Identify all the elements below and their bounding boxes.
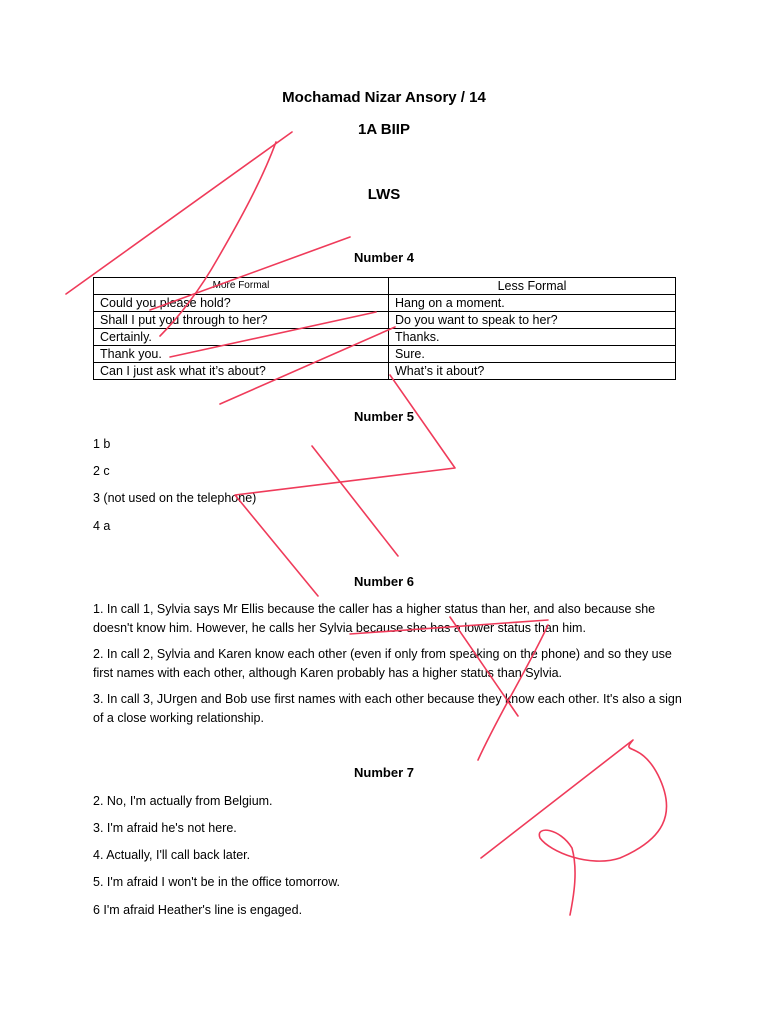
paragraph: 1. In call 1, Sylvia says Mr Ellis because the caller has a higher status than her, and also because she doesn't know him. However, he calls her Sylvia because she has a lower status than him. xyxy=(93,602,656,635)
column-header-more-formal: More Formal xyxy=(94,278,389,295)
answer-line: 3 (not used on the telephone) xyxy=(93,491,257,505)
class-label: 1A BIIP xyxy=(358,121,410,138)
table-header-row xyxy=(94,278,676,295)
table-cell: Do you want to speak to her? xyxy=(388,312,675,329)
answer-line: 2. No, I'm actually from Belgium. xyxy=(93,794,273,808)
paragraph: 3. In call 3, JUrgen and Bob use first names with each other because they know each other. It's also a sign of a close working relationship. xyxy=(93,692,682,725)
table-row xyxy=(94,295,676,312)
table-cell: Certainly. xyxy=(94,329,389,346)
table-cell: Could you please hold? xyxy=(94,295,389,312)
table-cell: Shall I put you through to her? xyxy=(94,312,389,329)
table-row xyxy=(94,346,676,363)
table-cell: Hang on a moment. xyxy=(388,295,675,312)
column-header-less-formal: Less Formal xyxy=(388,278,675,295)
table-row xyxy=(94,329,676,346)
answer-line: 4 a xyxy=(93,519,111,533)
ink-stroke-short-diag xyxy=(312,446,398,556)
formality-table xyxy=(93,277,676,380)
answer-line: 3. I'm afraid he's not here. xyxy=(93,821,237,835)
section-title-number6: Number 6 xyxy=(354,574,414,589)
table-cell: Can I just ask what it’s about? xyxy=(94,363,389,380)
paragraph: 2. In call 2, Sylvia and Karen know each other (even if only from speaking on the phone) and so they use first names with each other, although Karen probably has a higher status than Sylvia. xyxy=(93,647,672,680)
table-row xyxy=(94,363,676,380)
table-cell: Thanks. xyxy=(388,329,675,346)
table-row xyxy=(94,312,676,329)
answer-line: 4. Actually, I'll call back later. xyxy=(93,848,251,862)
section-title-number4: Number 4 xyxy=(354,250,414,265)
subject-label: LWS xyxy=(367,186,401,203)
table-cell: Thank you. xyxy=(94,346,389,363)
answer-line: 5. I'm afraid I won't be in the office tomorrow. xyxy=(93,875,341,889)
answer-line: 2 c xyxy=(93,464,110,478)
answer-line: 1 b xyxy=(93,437,111,451)
section-title-number7: Number 7 xyxy=(354,765,414,780)
ink-stroke-long-diagonal xyxy=(66,132,292,294)
section-title-number5: Number 5 xyxy=(354,409,414,424)
answer-line: 6 I'm afraid Heather's line is engaged. xyxy=(93,903,303,917)
table-cell: Sure. xyxy=(388,346,675,363)
author-name: Mochamad Nizar Ansory / 14 xyxy=(282,89,486,106)
table-cell: What’s it about? xyxy=(388,363,675,380)
